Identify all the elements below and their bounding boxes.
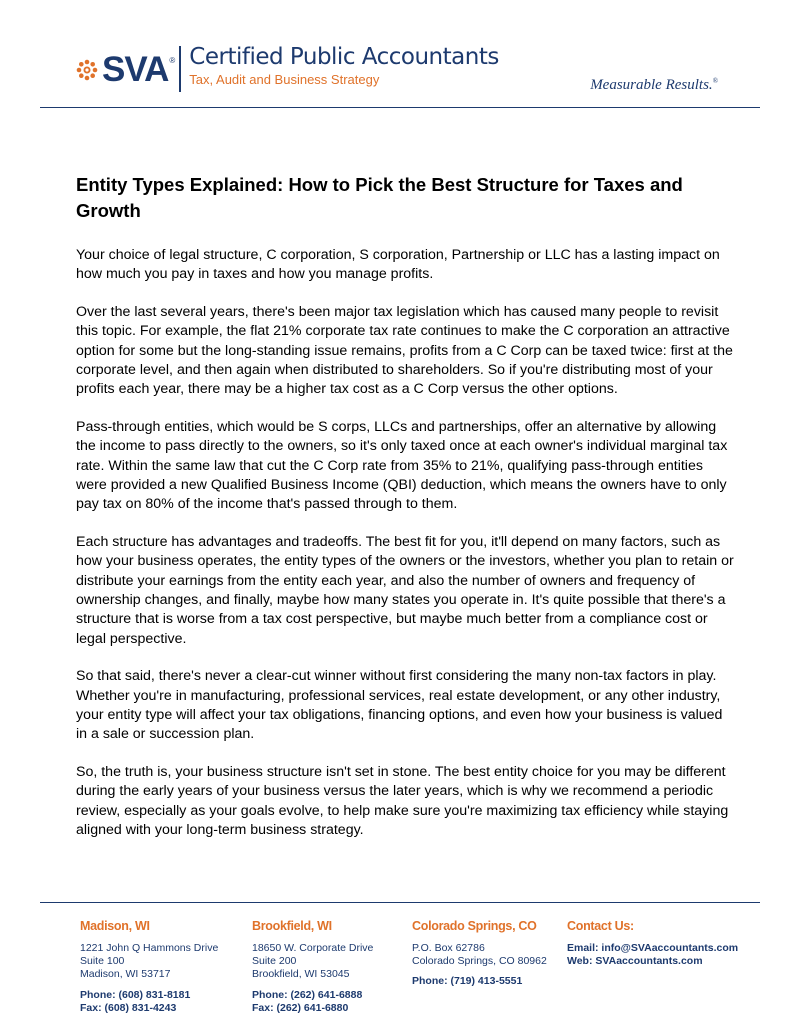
footer-office-brookfield xyxy=(252,918,373,1015)
article-paragraph: Pass-through entities, which would be S corps, LLCs and partnerships, offer an alternative by allowing the income to pass directly to the owners, so it's only taxed once at each owner's individual marginal tax rate. Within the same law that cut the C Corp rate from 35% to 21%, qualifying pass-through entities were provided a new Qualified Business Income (QBI) deduction, which means the owners have to only pay tax on 80% of the income that's passed through to them. xyxy=(76,419,728,513)
footer-contact xyxy=(567,918,738,968)
office-phone: Phone: (262) 641-6888 xyxy=(252,988,363,1001)
office-address-line: 1221 John Q Hammons Drive xyxy=(80,942,219,954)
tagline xyxy=(590,77,718,94)
office-address-line: 18650 W. Corporate Drive xyxy=(252,942,374,954)
article-paragraph: Each structure has advantages and tradeoffs. The best fit for you, it'll depend on many factors, such as how your business operates, the entity types of the owners or the investors, whether you plan to retain or distribute your earnings from the entity each year, and also the number of owners and frequency of ownership changes, and finally, maybe how many states you operate in. It's quite possible that there's a structure that is worse from a tax cost perspective, but maybe much better from a compliance cost or legal perspective. xyxy=(76,534,734,647)
footer-office-colorado xyxy=(412,918,547,989)
header-divider xyxy=(40,107,760,108)
sva-logo xyxy=(76,42,499,102)
office-title: Madison, WI xyxy=(80,919,150,933)
article-paragraph: Over the last several years, there's been major tax legislation which has caused many people to revisit this topic. For example, the flat 21% corporate tax rate continues to make the C corporation an attractive option for some but the long-standing issue remains, profits from a C Corp can be taxed twice: first at the corporate level, and then again when distributed to shareholders. So if you're distributing most of your profits each year, there may be a higher tax cost as a C Corp versus the other options. xyxy=(76,304,733,398)
tagline-registered-mark: ® xyxy=(712,77,718,85)
office-address-line: Suite 200 xyxy=(252,955,297,968)
logo-text xyxy=(189,42,499,88)
footer-office-madison xyxy=(80,918,218,1015)
footer-divider xyxy=(40,902,760,903)
article-paragraph: Your choice of legal structure, C corporation, S corporation, Partnership or LLC has a lasting impact on how much you pay in taxes and how you manage profits. xyxy=(76,247,720,283)
office-address-line: Colorado Springs, CO 80962 xyxy=(412,955,547,968)
logo-title: Certified Public Accountants xyxy=(189,44,499,70)
contact-email[interactable]: Email: info@SVAaccountants.com xyxy=(567,942,739,954)
office-phone: Phone: (719) 413-5551 xyxy=(412,975,523,988)
office-fax: Fax: (262) 641-6880 xyxy=(252,1001,349,1014)
office-phone: Phone: (608) 831-8181 xyxy=(80,988,191,1001)
office-address-line: Suite 100 xyxy=(80,955,125,968)
office-title: Colorado Springs, CO xyxy=(412,919,537,933)
tagline-text: Measurable Results. xyxy=(590,77,713,93)
contact-title: Contact Us: xyxy=(567,919,634,933)
contact-web[interactable]: Web: SVAaccountants.com xyxy=(567,955,703,968)
office-address-line: Madison, WI 53717 xyxy=(80,968,171,981)
logo-registered-mark: ® xyxy=(169,56,176,65)
article-paragraph: So that said, there's never a clear-cut winner without first considering the many non-tax factors in play. Whether you're in manufacturing, professional services, real estate development, or any other industry, your entity type will affect your tax obligations, financing options, and even how your business is valued in a sale or succession plan. xyxy=(76,668,723,743)
logo-wordmark: SVA xyxy=(102,50,169,89)
article-paragraph: So, the truth is, your business structure isn't set in stone. The best entity choice for you may be different during the early years of your business versus the later years, which is why we recommend a periodic review, especially as your goals evolve, to help make sure you're maximizing tax efficiency while staying aligned with your long-term business strategy. xyxy=(76,764,729,838)
office-title: Brookfield, WI xyxy=(252,919,332,933)
logo-divider xyxy=(179,46,181,92)
office-address-line: Brookfield, WI 53045 xyxy=(252,968,350,981)
logo-subtitle: Tax, Audit and Business Strategy xyxy=(189,72,380,87)
office-fax: Fax: (608) 831-4243 xyxy=(80,1001,177,1014)
sva-flower-icon xyxy=(76,59,98,81)
article xyxy=(76,172,736,859)
footer xyxy=(0,912,800,1032)
letterhead xyxy=(0,0,800,112)
office-address-line: P.O. Box 62786 xyxy=(412,942,485,954)
article-title: Entity Types Explained: How to Pick the Best Structure for Taxes and Growth xyxy=(76,174,683,221)
